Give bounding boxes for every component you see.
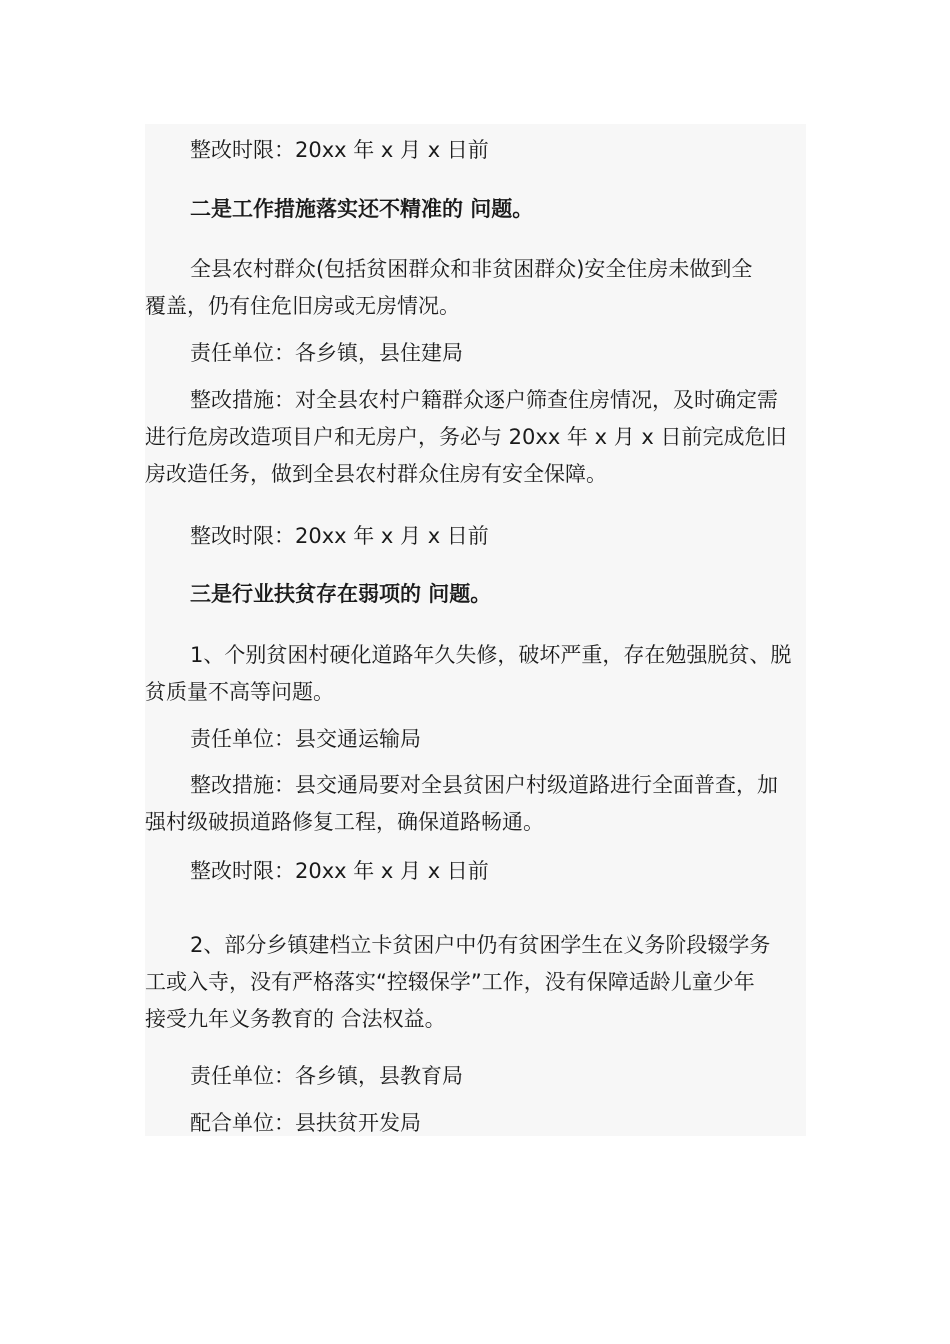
deadline-paragraph-1 bbox=[145, 132, 806, 169]
text-line: 整改措施：对全县农村户籍群众逐户筛查住房情况，及时确定需 bbox=[190, 388, 778, 412]
text-line: 二是工作措施落实还不精准的 问题。 bbox=[190, 197, 534, 221]
text-line: 整改时限：20xx 年 x 月 x 日前 bbox=[190, 138, 489, 162]
text-line: 整改时限：20xx 年 x 月 x 日前 bbox=[190, 859, 489, 883]
text-line: 全县农村群众(包括贫困群众和非贫困群众)安全住房未做到全 bbox=[190, 257, 753, 281]
issue-paragraph-education bbox=[145, 927, 806, 1038]
deadline-paragraph-3 bbox=[145, 853, 806, 890]
deadline-paragraph-2 bbox=[145, 518, 806, 555]
section-heading-2 bbox=[145, 191, 806, 228]
responsible-unit-paragraph-3 bbox=[145, 1058, 806, 1095]
document-body bbox=[145, 124, 806, 1136]
text-line: 进行危房改造项目户和无房户，务必与 20xx 年 x 月 x 日前完成危旧 bbox=[145, 425, 787, 449]
text-line: 配合单位：县扶贫开发局 bbox=[190, 1111, 421, 1135]
text-line: 接受九年义务教育的 合法权益。 bbox=[145, 1007, 446, 1031]
text-line: 房改造任务，做到全县农村群众住房有安全保障。 bbox=[145, 462, 607, 486]
text-line: 责任单位：县交通运输局 bbox=[190, 727, 421, 751]
cooperating-unit-paragraph bbox=[145, 1105, 806, 1142]
text-line: 1、个别贫困村硬化道路年久失修，破坏严重，存在勉强脱贫、脱 bbox=[190, 643, 792, 667]
text-line: 整改时限：20xx 年 x 月 x 日前 bbox=[190, 524, 489, 548]
issue-paragraph-housing bbox=[145, 251, 806, 325]
responsible-unit-paragraph-1 bbox=[145, 335, 806, 372]
measures-paragraph-housing bbox=[145, 382, 806, 493]
text-line: 2、部分乡镇建档立卡贫困户中仍有贫困学生在义务阶段辍学务 bbox=[190, 933, 771, 957]
text-line: 整改措施：县交通局要对全县贫困户村级道路进行全面普查，加 bbox=[190, 773, 778, 797]
text-line: 三是行业扶贫存在弱项的 问题。 bbox=[190, 582, 492, 606]
text-line: 覆盖，仍有住危旧房或无房情况。 bbox=[145, 294, 460, 318]
text-line: 工或入寺，没有严格落实“控辍保学”工作，没有保障适龄儿童少年 bbox=[145, 970, 755, 994]
text-line: 责任单位：各乡镇，县教育局 bbox=[190, 1064, 463, 1088]
text-line: 强村级破损道路修复工程，确保道路畅通。 bbox=[145, 810, 544, 834]
measures-paragraph-roads bbox=[145, 767, 806, 841]
text-line: 贫质量不高等问题。 bbox=[145, 680, 334, 704]
section-heading-3 bbox=[145, 576, 806, 613]
text-line: 责任单位：各乡镇，县住建局 bbox=[190, 341, 463, 365]
responsible-unit-paragraph-2 bbox=[145, 721, 806, 758]
issue-paragraph-roads bbox=[145, 637, 806, 711]
